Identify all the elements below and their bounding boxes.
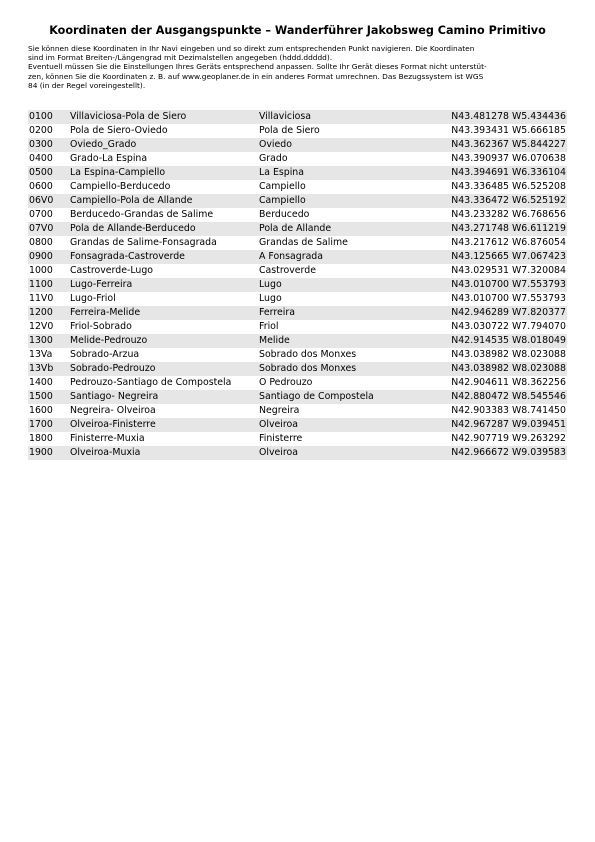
table-row: [28, 362, 567, 376]
coordinates-cell: N43.336485 W6.525208: [417, 180, 567, 194]
start-place-cell: Finisterre: [259, 432, 417, 446]
start-place-cell: Berducedo: [259, 208, 417, 222]
stage-route-cell: Campiello-Berducedo: [70, 180, 259, 194]
table-row: [28, 180, 567, 194]
stage-route-cell: Lugo-Friol: [70, 292, 259, 306]
coordinates-cell: N42.904611 W8.362256: [417, 376, 567, 390]
table-row: [28, 264, 567, 278]
stage-code-cell: 0100: [28, 110, 70, 124]
stage-route-cell: Sobrado-Arzua: [70, 348, 259, 362]
table-row: [28, 418, 567, 432]
stage-code-cell: 1700: [28, 418, 70, 432]
stage-route-cell: Berducedo-Grandas de Salime: [70, 208, 259, 222]
table-row: [28, 208, 567, 222]
coordinates-cell: N42.967287 W9.039451: [417, 418, 567, 432]
start-place-cell: Lugo: [259, 292, 417, 306]
coordinates-cell: N43.362367 W5.844227: [417, 138, 567, 152]
stage-code-cell: 0900: [28, 250, 70, 264]
stage-route-cell: Friol-Sobrado: [70, 320, 259, 334]
stage-code-cell: 13Vb: [28, 362, 70, 376]
coordinates-cell: N43.336472 W6.525192: [417, 194, 567, 208]
coordinates-cell: N43.125665 W7.067423: [417, 250, 567, 264]
table-row: [28, 376, 567, 390]
coordinates-cell: N43.271748 W6.611219: [417, 222, 567, 236]
coordinates-cell: N43.481278 W5.434436: [417, 110, 567, 124]
table-row: [28, 138, 567, 152]
coordinates-cell: N42.903383 W8.741450: [417, 404, 567, 418]
stage-code-cell: 1400: [28, 376, 70, 390]
table-row: [28, 124, 567, 138]
stage-route-cell: Fonsagrada-Castroverde: [70, 250, 259, 264]
stage-route-cell: Olveiroa-Finisterre: [70, 418, 259, 432]
stage-route-cell: Campiello-Pola de Allande: [70, 194, 259, 208]
coordinates-table: [28, 110, 567, 460]
stage-code-cell: 1800: [28, 432, 70, 446]
coordinates-cell: N43.393431 W5.666185: [417, 124, 567, 138]
stage-route-cell: Lugo-Ferreira: [70, 278, 259, 292]
coordinates-cell: N43.030722 W7.794070: [417, 320, 567, 334]
table-row: [28, 166, 567, 180]
stage-code-cell: 07V0: [28, 222, 70, 236]
intro-line: sind im Format Breiten-/Längengrad mit Dezimalstellen angegeben (hddd.ddddd).: [28, 53, 333, 63]
intro-paragraph: [28, 44, 567, 90]
start-place-cell: Olveiroa: [259, 418, 417, 432]
stage-code-cell: 0400: [28, 152, 70, 166]
stage-route-cell: Pedrouzo-Santiago de Compostela: [70, 376, 259, 390]
coordinates-cell: N42.907719 W9.263292: [417, 432, 567, 446]
stage-code-cell: 0500: [28, 166, 70, 180]
stage-route-cell: Castroverde-Lugo: [70, 264, 259, 278]
table-row: [28, 446, 567, 460]
start-place-cell: La Espina: [259, 166, 417, 180]
stage-code-cell: 1000: [28, 264, 70, 278]
start-place-cell: Lugo: [259, 278, 417, 292]
stage-code-cell: 1600: [28, 404, 70, 418]
stage-code-cell: 1300: [28, 334, 70, 348]
stage-code-cell: 1900: [28, 446, 70, 460]
start-place-cell: Campiello: [259, 194, 417, 208]
start-place-cell: Friol: [259, 320, 417, 334]
stage-route-cell: Melide-Pedrouzo: [70, 334, 259, 348]
table-row: [28, 334, 567, 348]
stage-code-cell: 0300: [28, 138, 70, 152]
coordinates-cell: N43.010700 W7.553793: [417, 278, 567, 292]
stage-route-cell: Pola de Allande-Berducedo: [70, 222, 259, 236]
document-title: Koordinaten der Ausgangspunkte – Wanderführer Jakobsweg Camino Primitivo: [49, 24, 546, 37]
stage-route-cell: Finisterre-Muxia: [70, 432, 259, 446]
table-row: [28, 194, 567, 208]
table-row: [28, 320, 567, 334]
table-row: [28, 110, 567, 124]
start-place-cell: A Fonsagrada: [259, 250, 417, 264]
coordinates-cell: N42.966672 W9.039583: [417, 446, 567, 460]
start-place-cell: O Pedrouzo: [259, 376, 417, 390]
table-row: [28, 152, 567, 166]
table-row: [28, 390, 567, 404]
coordinates-cell: N43.010700 W7.553793: [417, 292, 567, 306]
start-place-cell: Sobrado dos Monxes: [259, 348, 417, 362]
stage-code-cell: 0200: [28, 124, 70, 138]
stage-route-cell: Sobrado-Pedrouzo: [70, 362, 259, 376]
start-place-cell: Sobrado dos Monxes: [259, 362, 417, 376]
start-place-cell: Pola de Allande: [259, 222, 417, 236]
stage-code-cell: 0800: [28, 236, 70, 250]
start-place-cell: Negreira: [259, 404, 417, 418]
start-place-cell: Melide: [259, 334, 417, 348]
intro-line: Sie können diese Koordinaten in Ihr Navi eingeben und so direkt zum entsprechenden Punkt navigieren. Die Koordinaten: [28, 44, 475, 53]
stage-route-cell: Villaviciosa-Pola de Siero: [70, 110, 259, 124]
coordinates-cell: N42.914535 W8.018049: [417, 334, 567, 348]
table-row: [28, 222, 567, 236]
coordinates-table-body: [28, 110, 567, 460]
coordinates-cell: N42.946289 W7.820377: [417, 306, 567, 320]
table-row: [28, 292, 567, 306]
stage-route-cell: Pola de Siero-Oviedo: [70, 124, 259, 138]
start-place-cell: Grandas de Salime: [259, 236, 417, 250]
start-place-cell: Olveiroa: [259, 446, 417, 460]
stage-code-cell: 11V0: [28, 292, 70, 306]
intro-line: 84 (in der Regel voreingestellt).: [28, 80, 146, 90]
table-row: [28, 250, 567, 264]
stage-code-cell: 12V0: [28, 320, 70, 334]
table-row: [28, 306, 567, 320]
intro-line: zen, können Sie die Koordinaten z. B. auf www.geoplaner.de in ein anderes Format umrechnen. Das Bezugssystem ist WGS: [28, 71, 484, 81]
stage-code-cell: 0600: [28, 180, 70, 194]
stage-route-cell: Olveiroa-Muxia: [70, 446, 259, 460]
stage-route-cell: Ferreira-Melide: [70, 306, 259, 320]
table-row: [28, 236, 567, 250]
stage-code-cell: 1200: [28, 306, 70, 320]
stage-route-cell: La Espina-Campiello: [70, 166, 259, 180]
coordinates-cell: N42.880472 W8.545546: [417, 390, 567, 404]
stage-code-cell: 13Va: [28, 348, 70, 362]
start-place-cell: Villaviciosa: [259, 110, 417, 124]
document-page: [28, 24, 567, 460]
coordinates-cell: N43.390937 W6.070638: [417, 152, 567, 166]
coordinates-cell: N43.233282 W6.768656: [417, 208, 567, 222]
stage-route-cell: Oviedo_Grado: [70, 138, 259, 152]
table-row: [28, 404, 567, 418]
stage-route-cell: Grandas de Salime-Fonsagrada: [70, 236, 259, 250]
start-place-cell: Grado: [259, 152, 417, 166]
coordinates-cell: N43.038982 W8.023088: [417, 348, 567, 362]
coordinates-cell: N43.029531 W7.320084: [417, 264, 567, 278]
stage-route-cell: Negreira- Olveiroa: [70, 404, 259, 418]
stage-code-cell: 1100: [28, 278, 70, 292]
stage-route-cell: Grado-La Espina: [70, 152, 259, 166]
table-row: [28, 278, 567, 292]
start-place-cell: Ferreira: [259, 306, 417, 320]
stage-route-cell: Santiago- Negreira: [70, 390, 259, 404]
start-place-cell: Oviedo: [259, 138, 417, 152]
intro-line: Eventuell müssen Sie die Einstellungen Ihres Geräts entsprechend anpassen. Sollte Ihr Gerät dieses Format nicht unterstüt-: [28, 62, 487, 72]
table-row: [28, 432, 567, 446]
start-place-cell: Campiello: [259, 180, 417, 194]
start-place-cell: Castroverde: [259, 264, 417, 278]
stage-code-cell: 1500: [28, 390, 70, 404]
coordinates-cell: N43.038982 W8.023088: [417, 362, 567, 376]
start-place-cell: Santiago de Compostela: [259, 390, 417, 404]
coordinates-cell: N43.394691 W6.336104: [417, 166, 567, 180]
start-place-cell: Pola de Siero: [259, 124, 417, 138]
coordinates-cell: N43.217612 W6.876054: [417, 236, 567, 250]
stage-code-cell: 06V0: [28, 194, 70, 208]
table-row: [28, 348, 567, 362]
stage-code-cell: 0700: [28, 208, 70, 222]
